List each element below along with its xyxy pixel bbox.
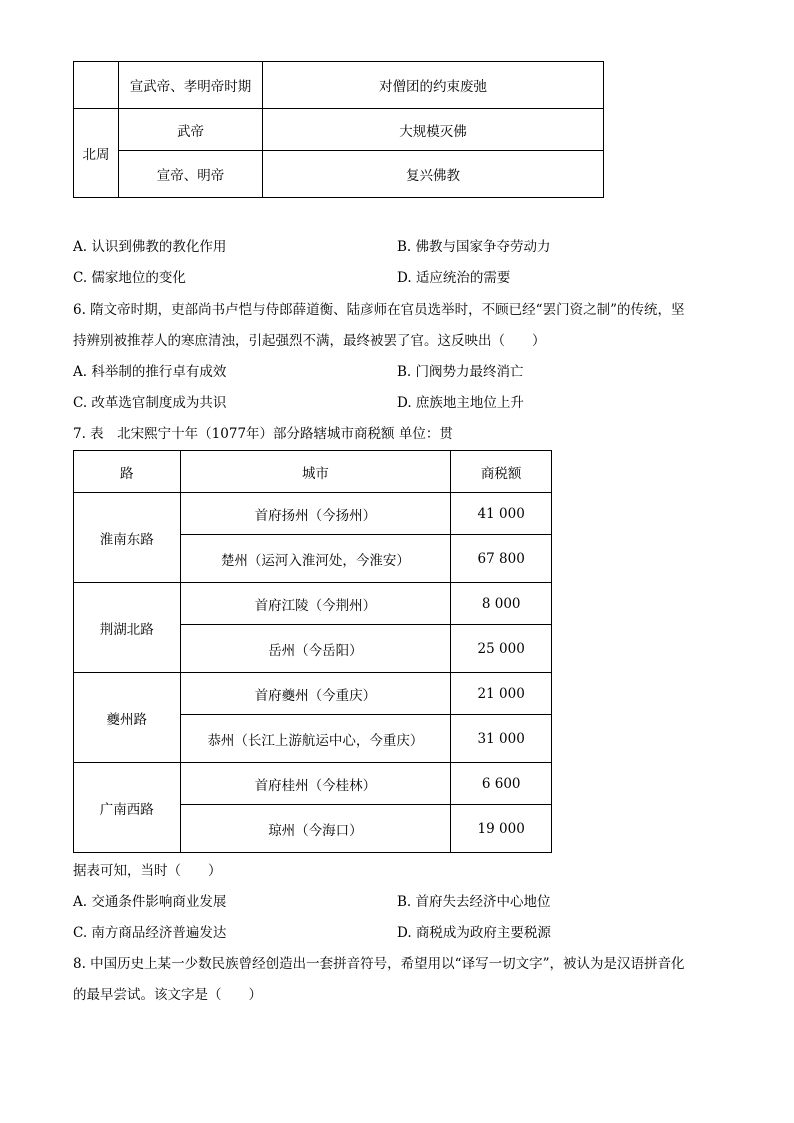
table-cell: 宣帝、明帝 [119,151,263,198]
table-header-row [74,451,552,493]
religion-policy-table [73,61,604,198]
q7-option-d[interactable]: D. 商税成为政府主要税源 [397,925,551,941]
column-header: 城市 [180,451,451,493]
q7-option-a[interactable]: A. 交通条件影响商业发展 [73,894,227,910]
table-row [74,583,552,625]
city-cell: 首府桂州（今桂林） [180,763,451,805]
q6-option-a[interactable]: A. 科举制的推行卓有成效 [73,364,227,380]
table-row [74,673,552,715]
tax-cell: 67 800 [451,535,552,583]
road-cell: 夔州路 [74,673,181,763]
road-cell: 荆湖北路 [74,583,181,673]
road-cell: 广南西路 [74,763,181,853]
column-header: 路 [74,451,181,493]
tax-cell: 31 000 [451,715,552,763]
road-cell: 淮南东路 [74,493,181,583]
tax-cell: 25 000 [451,625,552,673]
city-cell: 首府江陵（今荆州） [180,583,451,625]
q5-option-a[interactable]: A. 认识到佛教的教化作用 [73,239,227,255]
q7-option-b[interactable]: B. 首府失去经济中心地位 [397,894,551,910]
city-cell: 首府夔州（今重庆） [180,673,451,715]
q7-table-caption: 7. 表 北宋熙宁十年（1077年）部分路辖城市商税额 单位：贯 [73,426,453,442]
city-cell: 首府扬州（今扬州） [180,493,451,535]
city-cell: 恭州（长江上游航运中心，今重庆） [180,715,451,763]
table-cell: 大规模灭佛 [263,109,604,151]
table-row [74,493,552,535]
q6-stem-line-1: 6. 隋文帝时期，吏部尚书卢恺与侍郎薛道衡、陆彦师在官员选举时，不顾已经“罢门资之制”的传统，坚 [73,302,685,318]
tax-table [73,450,552,853]
table-cell [74,62,119,109]
q6-option-c[interactable]: C. 改革选官制度成为共识 [73,395,227,411]
q5-option-c[interactable]: C. 儒家地位的变化 [73,270,186,286]
q6-option-b[interactable]: B. 门阀势力最终消亡 [397,364,524,380]
q6-option-d[interactable]: D. 庶族地主地位上升 [397,395,524,411]
q6-stem-line-2: 持辨别被推荐人的寒庶清浊，引起强烈不满，最终被罢了官。这反映出（ ） [73,333,546,349]
tax-cell: 6 600 [451,763,552,805]
q7-stem: 据表可知，当时（ ） [73,863,222,879]
table-cell: 复兴佛教 [263,151,604,198]
tax-cell: 19 000 [451,805,552,853]
q7-option-c[interactable]: C. 南方商品经济普遍发达 [73,925,227,941]
q5-option-b[interactable]: B. 佛教与国家争夺劳动力 [397,239,551,255]
table-row [74,763,552,805]
q8-stem-line-1: 8. 中国历史上某一少数民族曾经创造出一套拼音符号，希望用以“译写一切文字”，被认为是汉语拼音化 [73,956,685,972]
city-cell: 楚州（运河入淮河处，今淮安） [180,535,451,583]
tax-cell: 21 000 [451,673,552,715]
q5-option-d[interactable]: D. 适应统治的需要 [397,270,511,286]
city-cell: 琼州（今海口） [180,805,451,853]
q8-stem-line-2: 的最早尝试。该文字是（ ） [73,987,262,1003]
table-cell: 对僧团的约束废弛 [263,62,604,109]
table-row [74,109,604,151]
table-row [74,62,604,109]
table-cell: 宣武帝、孝明帝时期 [119,62,263,109]
table-row [74,151,604,198]
column-header: 商税额 [451,451,552,493]
tax-cell: 8 000 [451,583,552,625]
city-cell: 岳州（今岳阳） [180,625,451,673]
table-cell: 北周 [74,109,119,198]
tax-cell: 41 000 [451,493,552,535]
table-cell: 武帝 [119,109,263,151]
